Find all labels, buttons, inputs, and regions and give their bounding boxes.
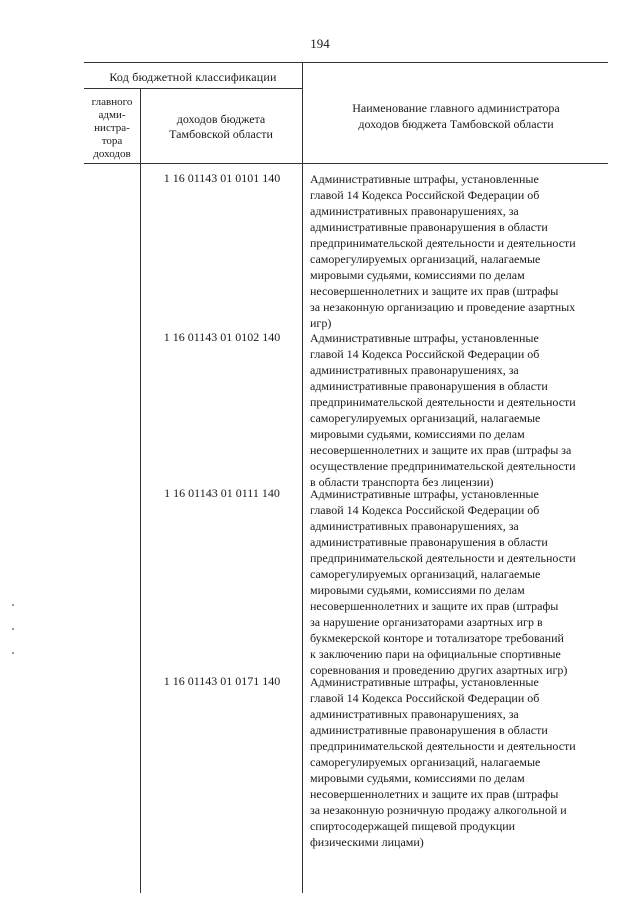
row-description: Административные штрафы, установленные главой 14 Кодекса Российской Федерации об административных правонарушениях, за административные правонарушения в области предпринимательской деятельности и деятельности саморегулируемых организаций, налагаемые мировыми судьями, комиссиями по делам несовершеннолетних и защите их прав (штрафы за нарушение организаторами азартных игр в букмекерской конторе и тотализаторе требований к заключению пари на официальные спортивные соревнования и проведению других азартных игр)	[310, 487, 576, 677]
header-bottom-border	[84, 163, 608, 164]
header-code-classification: Код бюджетной классификации	[109, 70, 277, 84]
row-code: 1 16 01143 01 0102 140	[163, 330, 281, 344]
header-income-code: доходов бюджета Тамбовской области	[169, 112, 273, 141]
row-code: 1 16 01143 01 0111 140	[164, 486, 280, 500]
header-administrator-name: Наименование главного администратора доходов бюджета Тамбовской области	[352, 101, 560, 131]
row-description: Административные штрафы, установленные главой 14 Кодекса Российской Федерации об административных правонарушениях, за административные правонарушения в области предпринимательской деятельности и деятельности саморегулируемых организаций, налагаемые мировыми судьями, комиссиями по делам несовершеннолетних и защите их прав (штрафы за незаконную розничную продажу алкогольной и спиртосодержащей пищевой продукции физическими лицами)	[310, 675, 576, 849]
row-code: 1 16 01143 01 0101 140	[163, 171, 281, 185]
row-code: 1 16 01143 01 0171 140	[163, 674, 281, 688]
scan-mark	[12, 604, 14, 606]
row-description: Административные штрафы, установленные главой 14 Кодекса Российской Федерации об административных правонарушениях, за административные правонарушения в области предпринимательской деятельности и деятельности саморегулируемых организаций, налагаемые мировыми судьями, комиссиями по делам несовершеннолетних и защите их прав (штрафы за незаконную организацию и проведение азартных игр)	[310, 172, 576, 330]
column-divider-left	[140, 88, 141, 893]
page-number: 194	[310, 36, 330, 51]
scan-mark	[12, 652, 14, 654]
row-description: Административные штрафы, установленные главой 14 Кодекса Российской Федерации об административных правонарушениях, за административные правонарушения в области предпринимательской деятельности и деятельности саморегулируемых организаций, налагаемые мировыми судьями, комиссиями по делам несовершеннолетних и защите их прав (штрафы за осуществление предпринимательской деятельности в области транспорта без лицензии)	[310, 331, 576, 489]
column-divider-right	[302, 62, 303, 893]
scan-mark	[12, 628, 14, 630]
header-chief-administrator: главного адми- нистра- тора доходов	[91, 96, 133, 160]
code-group-underline	[84, 88, 302, 89]
table-top-border	[84, 62, 608, 63]
